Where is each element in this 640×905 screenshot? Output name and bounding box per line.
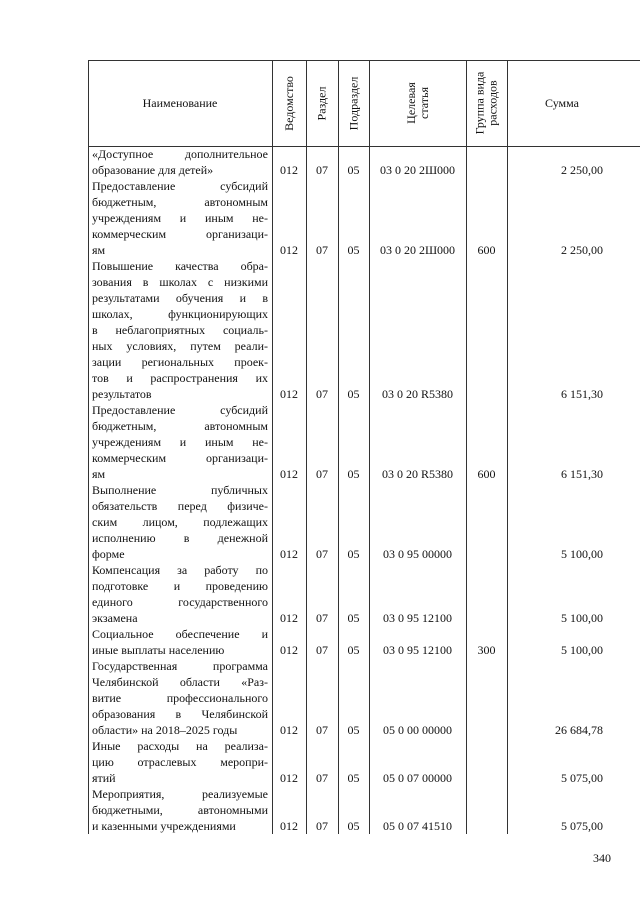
row-name-line: бюджетными, автономными xyxy=(92,803,268,817)
row-podrazdel: 05 xyxy=(347,243,360,257)
row-name-line: Выполнение публичных xyxy=(92,483,268,497)
row-summa: 2 250,00 xyxy=(561,243,603,257)
row-name xyxy=(92,658,268,738)
row-vedomstvo: 012 xyxy=(280,467,298,481)
row-summa: 5 100,00 xyxy=(561,547,603,561)
row-razdel: 07 xyxy=(316,467,328,481)
row-name-line: обязательств перед физиче- xyxy=(92,499,268,513)
header-podrazdel-label: Подраздел xyxy=(346,76,361,130)
header-gruppa-line-1: Группа вида xyxy=(472,71,487,135)
row-vedomstvo: 012 xyxy=(280,723,298,737)
header-gruppa xyxy=(466,60,507,146)
row-razdel: 07 xyxy=(316,163,328,177)
row-celevaya: 03 0 20 R5380 xyxy=(381,467,453,481)
row-gruppa: 300 xyxy=(477,643,496,657)
row-name-line: результатов xyxy=(92,387,152,401)
row-name xyxy=(92,482,268,562)
row-razdel: 07 xyxy=(316,243,328,257)
row-name-line: единого государственного xyxy=(92,595,268,609)
row-name-line: учреждениям и иным не- xyxy=(92,211,268,225)
header-celevaya xyxy=(369,60,466,146)
header-gruppa-label xyxy=(474,72,500,135)
row-vedomstvo: 012 xyxy=(280,611,298,625)
col-border xyxy=(466,60,467,834)
header-summa xyxy=(507,60,617,146)
row-name-line: ям xyxy=(92,243,106,257)
row-podrazdel: 05 xyxy=(347,771,360,785)
row-razdel: 07 xyxy=(316,723,328,737)
row-razdel: 07 xyxy=(316,611,328,625)
row-name-line: витие профессионального xyxy=(92,691,268,705)
row-summa: 5 075,00 xyxy=(561,771,603,785)
row-name-line: результатами обучения и в xyxy=(92,291,268,305)
row-summa: 6 151,30 xyxy=(561,467,603,481)
row-vedomstvo: 012 xyxy=(280,163,298,177)
row-podrazdel: 05 xyxy=(347,611,360,625)
row-vedomstvo: 012 xyxy=(280,771,298,785)
row-celevaya: 03 0 95 12100 xyxy=(383,611,452,625)
row-podrazdel: 05 xyxy=(347,643,360,657)
row-celevaya: 05 0 07 00000 xyxy=(383,771,452,785)
row-razdel: 07 xyxy=(316,547,328,561)
row-vedomstvo: 012 xyxy=(280,643,298,657)
row-name-line: ных условиях, путем реали- xyxy=(92,339,268,353)
header-celevaya-line-1: Целевая xyxy=(403,82,418,124)
row-name xyxy=(92,626,268,658)
header-razdel-label: Раздел xyxy=(314,86,329,120)
row-name-line: Мероприятия, реализуемые xyxy=(92,787,268,801)
row-gruppa: 600 xyxy=(477,243,496,257)
header-celevaya-label xyxy=(404,82,430,124)
row-summa: 2 250,00 xyxy=(561,163,603,177)
row-name-line: подготовке и проведению xyxy=(92,579,268,593)
row-razdel: 07 xyxy=(316,819,328,833)
row-name-line: Компенсация за работу по xyxy=(92,563,268,577)
row-name-line: иные выплаты населению xyxy=(92,643,225,657)
header-vedomstvo xyxy=(272,60,306,146)
row-name xyxy=(92,178,268,258)
row-celevaya: 03 0 20 R5380 xyxy=(381,387,453,401)
row-summa: 5 100,00 xyxy=(561,643,603,657)
header-vedomstvo-label: Ведомство xyxy=(281,75,296,131)
row-name-line: образование для детей» xyxy=(92,163,214,177)
row-celevaya: 03 0 20 2Ш000 xyxy=(379,163,456,177)
row-name-line: образования в Челябинской xyxy=(92,707,268,721)
row-gruppa: 600 xyxy=(477,467,496,481)
page-number: 340 xyxy=(593,851,611,865)
row-summa: 6 151,30 xyxy=(561,387,603,401)
row-name-line: в неблагоприятных социаль- xyxy=(92,323,268,337)
row-summa: 5 100,00 xyxy=(561,611,603,625)
row-podrazdel: 05 xyxy=(347,467,360,481)
row-name-line: зования в школах с низкими xyxy=(92,275,268,289)
row-name-line: коммерческим организаци- xyxy=(92,451,268,465)
row-name-line: школах, функционирующих xyxy=(92,307,268,321)
row-podrazdel: 05 xyxy=(347,547,360,561)
row-celevaya: 03 0 20 2Ш000 xyxy=(379,243,456,257)
row-celevaya: 05 0 07 41510 xyxy=(383,819,452,833)
row-podrazdel: 05 xyxy=(347,819,360,833)
row-name xyxy=(92,146,268,178)
row-razdel: 07 xyxy=(316,643,328,657)
header-podrazdel xyxy=(338,60,369,146)
row-name-line: бюджетным, автономным xyxy=(92,195,268,209)
row-vedomstvo: 012 xyxy=(280,387,298,401)
row-vedomstvo: 012 xyxy=(280,819,298,833)
row-name xyxy=(92,258,268,402)
row-podrazdel: 05 xyxy=(347,387,360,401)
row-name-line: ятий xyxy=(92,771,116,785)
row-name-line: зации региональных проек- xyxy=(92,355,268,369)
header-name-label: Наименование xyxy=(142,95,218,110)
row-name-line: исполнению в денежной xyxy=(92,531,268,545)
row-name-line: и казенными учреждениями xyxy=(92,819,236,833)
header-razdel xyxy=(306,60,338,146)
row-name-line: Государственная программа xyxy=(92,659,268,673)
row-name-line: Иные расходы на реализа- xyxy=(92,739,268,753)
row-name-line: области» на 2018–2025 годы xyxy=(92,723,238,737)
row-celevaya: 03 0 95 00000 xyxy=(383,547,452,561)
row-name-line: Повышение качества обра- xyxy=(92,259,268,273)
row-summa: 5 075,00 xyxy=(561,819,603,833)
row-name-line: цию отраслевых меропри- xyxy=(92,755,268,769)
row-name-line: Челябинской области «Раз- xyxy=(92,675,268,689)
row-razdel: 07 xyxy=(316,771,328,785)
row-name-line: учреждениям и иным не- xyxy=(92,435,268,449)
row-summa: 26 684,78 xyxy=(555,723,603,737)
row-vedomstvo: 012 xyxy=(280,243,298,257)
row-name-line: экзамена xyxy=(92,611,138,625)
row-name-line: форме xyxy=(92,547,125,561)
row-name-line: тов и распространения их xyxy=(92,371,268,385)
row-vedomstvo: 012 xyxy=(280,547,298,561)
header-gruppa-line-2: расходов xyxy=(485,80,500,126)
row-name-line: Социальное обеспечение и xyxy=(92,627,268,641)
header-summa-label: Сумма xyxy=(545,95,579,110)
row-name-line: бюджетным, автономным xyxy=(92,419,268,433)
row-name-line: Предоставление субсидий xyxy=(92,179,268,193)
row-name-line: ям xyxy=(92,467,106,481)
row-name xyxy=(92,786,268,834)
row-name xyxy=(92,562,268,626)
header-celevaya-line-2: статья xyxy=(416,87,431,119)
row-name xyxy=(92,402,268,482)
row-razdel: 07 xyxy=(316,387,328,401)
row-celevaya: 03 0 95 12100 xyxy=(383,643,452,657)
row-name-line: Предоставление субсидий xyxy=(92,403,268,417)
col-border xyxy=(88,60,89,834)
row-name-line: коммерческим организаци- xyxy=(92,227,268,241)
header-name xyxy=(88,60,272,146)
row-name xyxy=(92,738,268,786)
row-podrazdel: 05 xyxy=(347,163,360,177)
row-celevaya: 05 0 00 00000 xyxy=(383,723,452,737)
row-name-line: ским лицом, подлежащих xyxy=(92,515,268,529)
row-name-line: «Доступное дополнительное xyxy=(92,147,268,161)
row-podrazdel: 05 xyxy=(347,723,360,737)
